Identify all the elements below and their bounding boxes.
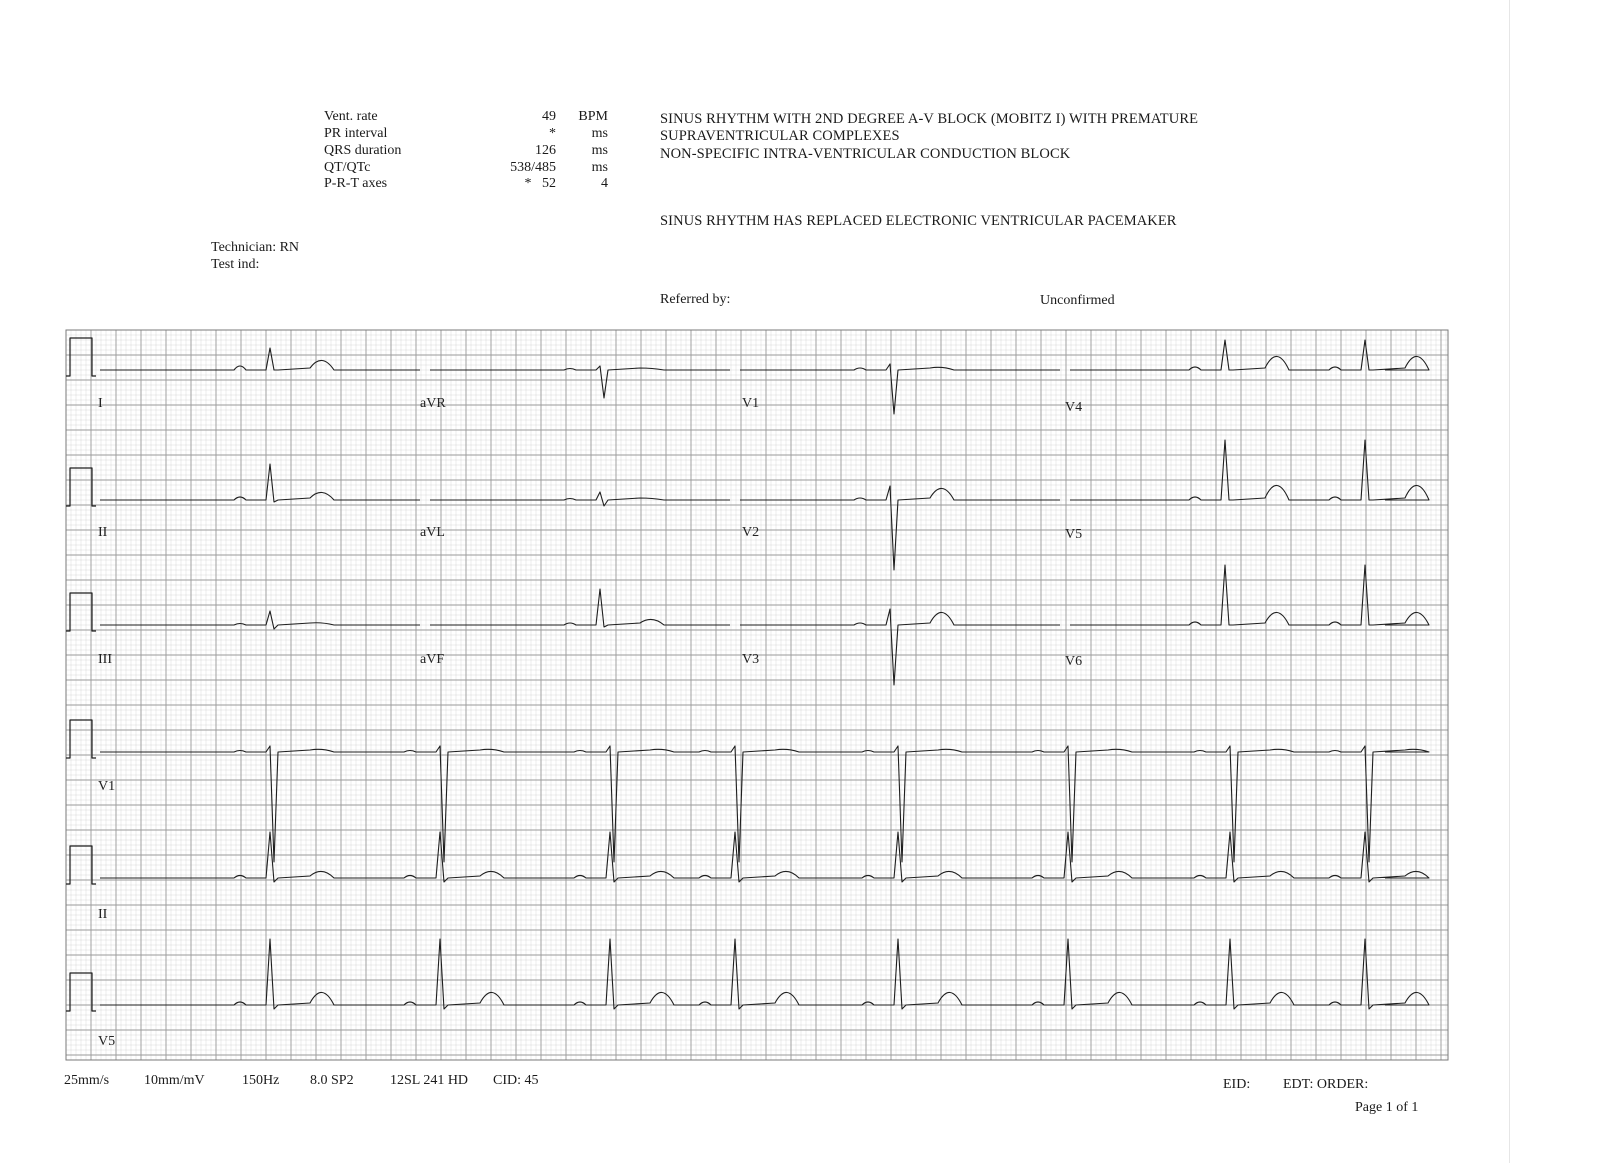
technician-label: Technician: RN xyxy=(211,240,300,255)
lead-label-aVL: aVL xyxy=(420,525,445,540)
footer-filter: 150Hz xyxy=(242,1073,280,1088)
footer-eid: EID: xyxy=(1223,1077,1251,1092)
measure-unit-axes: 4 xyxy=(601,176,608,191)
lead-label-aVF: aVF xyxy=(420,652,445,667)
measure-value-qrs: 126 xyxy=(535,143,556,158)
referred-by-label: Referred by: xyxy=(660,292,731,307)
interpretation-line-1: SINUS RHYTHM WITH 2ND DEGREE A-V BLOCK (MOBITZ I) WITH PREMATURE xyxy=(660,111,1199,127)
measure-value-vent-rate: 49 xyxy=(542,109,556,124)
rhythm-label-V5: V5 xyxy=(98,1034,116,1049)
rhythm-label-II: II xyxy=(98,907,108,922)
interpretation-line-2: SUPRAVENTRICULAR COMPLEXES xyxy=(660,128,900,144)
footer-speed: 25mm/s xyxy=(64,1073,110,1088)
measure-label-qt: QT/QTc xyxy=(324,160,371,175)
measure-unit-qrs: ms xyxy=(591,143,608,158)
confirmation-status: Unconfirmed xyxy=(1040,293,1115,308)
interpretation-line-3: NON-SPECIFIC INTRA-VENTRICULAR CONDUCTION BLOCK xyxy=(660,146,1071,162)
interpretation-line-4: SINUS RHYTHM HAS REPLACED ELECTRONIC VENTRICULAR PACEMAKER xyxy=(660,213,1177,229)
test-indication-label: Test ind: xyxy=(211,257,260,272)
lead-label-V5: V5 xyxy=(1065,527,1083,542)
lead-label-V6: V6 xyxy=(1065,654,1083,669)
lead-label-III: III xyxy=(98,652,112,667)
footer-page-number: Page 1 of 1 xyxy=(1355,1100,1419,1115)
measure-value-axes: * 52 xyxy=(524,176,556,191)
ecg-grid xyxy=(66,330,1448,1060)
rhythm-label-V1: V1 xyxy=(98,779,116,794)
footer-gain: 10mm/mV xyxy=(144,1073,205,1088)
footer-edt-order: EDT: ORDER: xyxy=(1283,1077,1369,1092)
measure-label-axes: P-R-T axes xyxy=(324,176,388,191)
measure-unit-vent-rate: BPM xyxy=(578,109,608,124)
lead-label-V2: V2 xyxy=(742,525,760,540)
measure-unit-pr: ms xyxy=(591,126,608,141)
measure-value-pr: * xyxy=(549,126,556,141)
lead-label-aVR: aVR xyxy=(420,396,446,411)
lead-label-II: II xyxy=(98,525,108,540)
lead-label-V3: V3 xyxy=(742,652,760,667)
footer-device: 12SL 241 HD xyxy=(390,1073,469,1088)
lead-label-V1: V1 xyxy=(742,396,760,411)
measure-label-qrs: QRS duration xyxy=(324,143,402,158)
measure-label-pr: PR interval xyxy=(324,126,388,141)
measure-label-vent-rate: Vent. rate xyxy=(324,109,378,124)
lead-label-V4: V4 xyxy=(1065,400,1083,415)
measure-value-qt: 538/485 xyxy=(510,160,556,175)
lead-label-I: I xyxy=(98,396,103,411)
footer-cid: CID: 45 xyxy=(493,1073,539,1088)
measure-unit-qt: ms xyxy=(591,160,608,175)
footer-version: 8.0 SP2 xyxy=(310,1073,354,1088)
